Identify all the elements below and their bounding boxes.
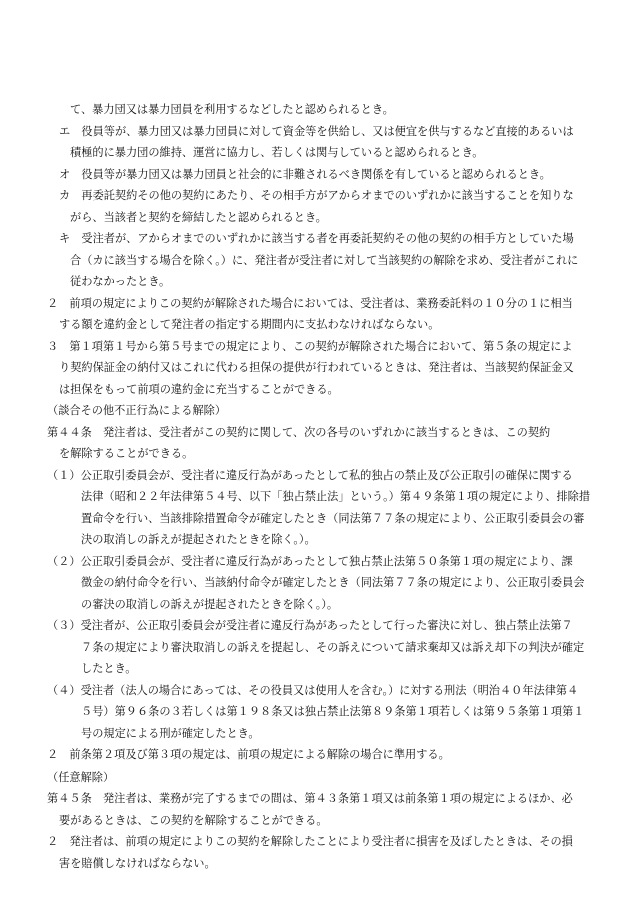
text-line: （４）受注者（法人の場合にあっては、その役員又は使用人を含む。）に対する刑法（明治４０年法律第４ [47, 684, 579, 697]
text-line: する額を違約金として発注者の指定する期間内に支払わなければならない。 [59, 318, 440, 331]
text-line: を解除することができる。 [59, 447, 194, 460]
text-line: 第４４条 発注者は、受注者がこの契約に関して、次の各号のいずれかに該当するときは、この契約 [47, 426, 551, 439]
text-line: ２ 前条第２項及び第３項の規定は、前項の規定による解除の場合に準用する。 [47, 748, 450, 761]
text-line: オ 役員等が暴力団又は暴力団員と社会的に非難されるべき関係を有していると認められるとき。 [59, 168, 551, 181]
text-line: り契約保証金の納付又はこれに代わる担保の提供が行われているときは、発注者は、当該契約保証金又 [59, 361, 574, 374]
text-line: 害を賠償しなければならない。 [59, 857, 216, 870]
text-line: 決の取消しの訴えが提起されたときを除く。）。 [81, 533, 316, 546]
section-heading: （任意解除） [47, 771, 115, 784]
text-line: 置命令を行い、当該排除措置命令が確定したとき（同法第７７条の規定により、公正取引委員会の審 [81, 512, 585, 525]
text-line: （１）公正取引委員会が、受注者に違反行為があったとして私的独占の禁止及び公正取引の確保に関する [47, 469, 573, 482]
text-line: 従わなかったとき。 [70, 275, 171, 288]
text-line: ７条の規定により審決取消しの訴えを提起し、その訴えについて請求棄却又は訴え却下の判決が確定 [81, 641, 585, 654]
text-line: エ 役員等が、暴力団又は暴力団員に対して資金等を供給し、又は便宜を供与するなど直接的あるいは [59, 125, 574, 138]
text-line: て、暴力団又は暴力団員を利用するなどしたと認められるとき。 [70, 103, 394, 116]
text-line: がら、当該者と契約を締結したと認められるとき。 [70, 211, 327, 224]
text-line: ５号）第９６条の３若しくは第１９８条又は独占禁止法第８９条第１項若しくは第９５条第１項第１ [81, 705, 585, 718]
text-line: ３ 第１項第１号から第５号までの規定により、この契約が解除された場合において、第５条の規定によ [47, 340, 573, 353]
text-line: 号の規定による刑が確定したとき。 [81, 727, 260, 740]
text-line: ２ 発注者は、前項の規定によりこの契約を解除したことにより受注者に損害を及ぼしたときは、その損 [47, 835, 573, 848]
text-line: （２）公正取引委員会が、受注者に違反行為があったとして独占禁止法第５０条第１項の規定により、課 [47, 555, 573, 568]
section-heading: （談合その他不正行為による解除） [47, 404, 227, 417]
text-line: の審決の取消しの訴えが提起されたときを除く。）。 [81, 598, 339, 611]
text-line: （３）受注者が、公正取引委員会が受注者に違反行為があったとして行った審決に対し、独占禁止法第７ [47, 619, 573, 632]
text-line: 法律（昭和２２年法律第５４号、以下「独占禁止法」という。）第４９条第１項の規定により、排除措 [81, 490, 591, 503]
text-line: 第４５条 発注者は、業務が完了するまでの間は、第４３条第１項又は前条第１項の規定によるほか、必 [47, 792, 573, 805]
text-line: 合（カに該当する場合を除く。）に、発注者が受注者に対して当該契約の解除を求め、受注者がこれに [70, 254, 579, 267]
text-line: キ 受注者が、アからオまでのいずれかに該当する者を再委託契約その他の契約の相手方としていた場 [59, 232, 574, 245]
text-line: 徴金の納付命令を行い、当該納付命令が確定したとき（同法第７７条の規定により、公正取引委員会 [81, 576, 585, 589]
text-line: 要があるときは、この契約を解除することができる。 [59, 814, 328, 827]
text-line: カ 再委託契約その他の契約にあたり、その相手方がアからオまでのいずれかに該当することを知りな [59, 189, 574, 202]
text-line: 積極的に暴力団の維持、運営に協力し、若しくは関与していると認められるとき。 [70, 146, 484, 159]
text-line: は担保をもって前項の違約金に充当することができる。 [59, 383, 339, 396]
text-line: したとき。 [81, 662, 137, 675]
text-line: ２ 前項の規定によりこの契約が解除された場合においては、受注者は、業務委託料の１０分の１に相当 [47, 297, 573, 310]
